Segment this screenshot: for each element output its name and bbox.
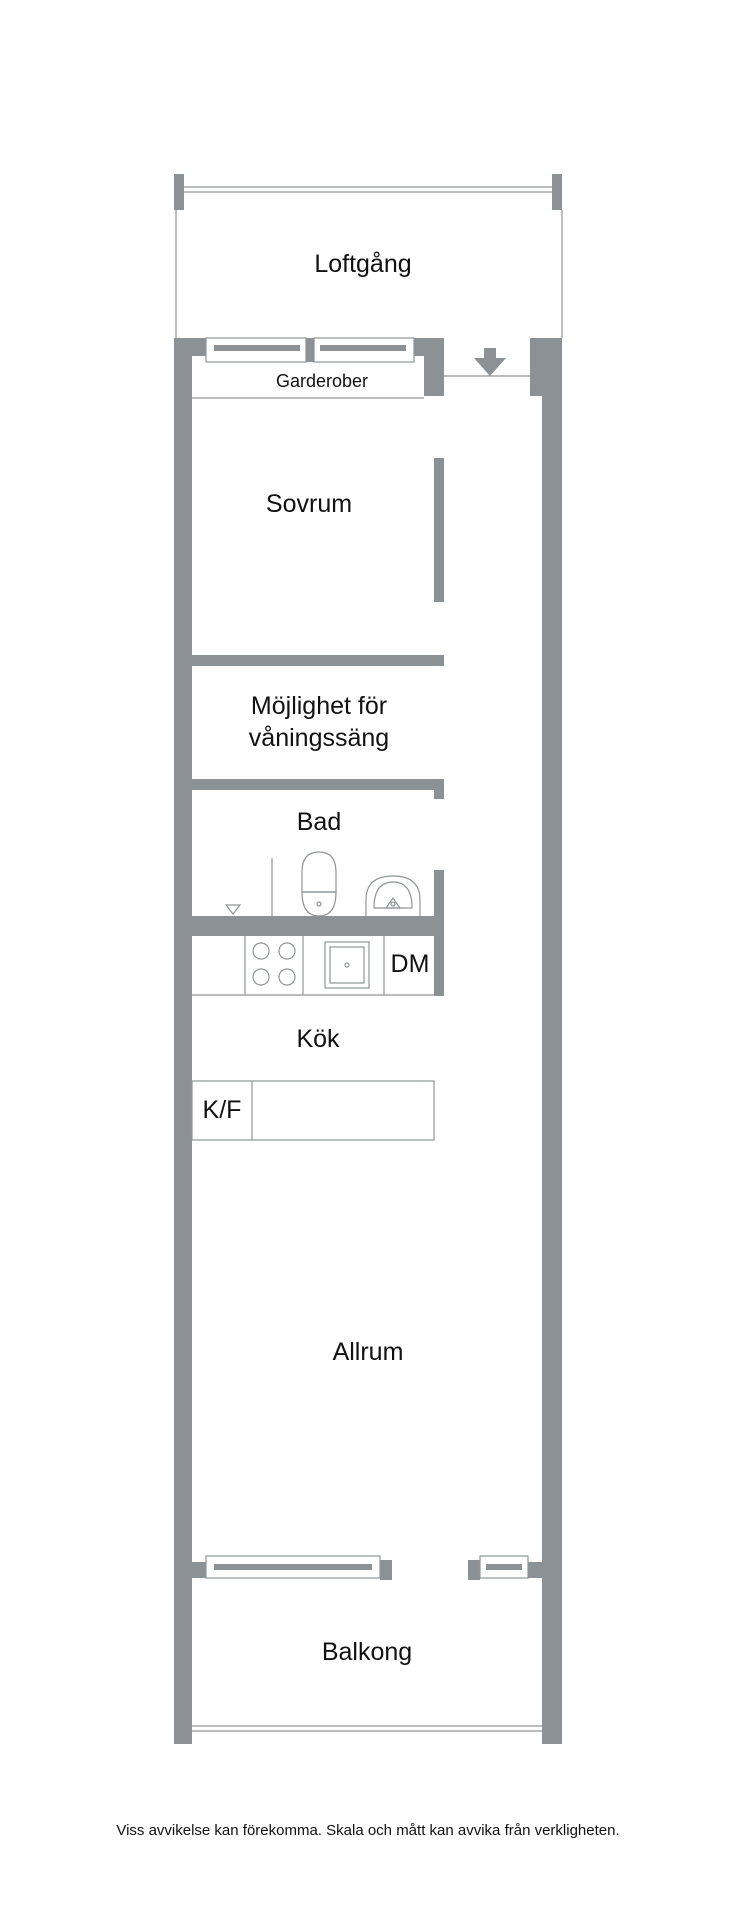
floor-drain-icon [226, 905, 240, 914]
room-label-loftgang: Loftgång [314, 250, 412, 278]
toilet-icon [302, 852, 336, 916]
outer-walls [174, 338, 562, 1744]
entrance [444, 348, 530, 376]
room-label-sovrum: Sovrum [265, 490, 353, 518]
disclaimer-text: Viss avvikelse kan förekomma. Skala och mått kan avvika från verkligheten. [116, 1822, 620, 1839]
stove-icon [253, 943, 295, 985]
front-windows [206, 338, 414, 362]
room-label-balkong: Balkong [321, 1638, 413, 1666]
room-label-kf: K/F [202, 1096, 242, 1124]
room-label-kok: Kök [296, 1025, 340, 1053]
balcony-windows [192, 1556, 542, 1580]
entrance-arrow-icon [474, 348, 506, 376]
room-label-garderober: Garderober [275, 371, 369, 391]
balcony-railing [192, 1726, 542, 1731]
room-label-bad: Bad [296, 808, 342, 836]
room-label-dm: DM [390, 950, 430, 978]
room-label-allrum: Allrum [332, 1338, 404, 1366]
sovrum-wall [434, 458, 444, 602]
room-label-mojlighet-line2: våningssäng [248, 724, 390, 752]
room-label-mojlighet-line1: Möjlighet för [250, 692, 388, 720]
sink-icon [325, 942, 369, 988]
washbasin-icon [366, 876, 420, 916]
